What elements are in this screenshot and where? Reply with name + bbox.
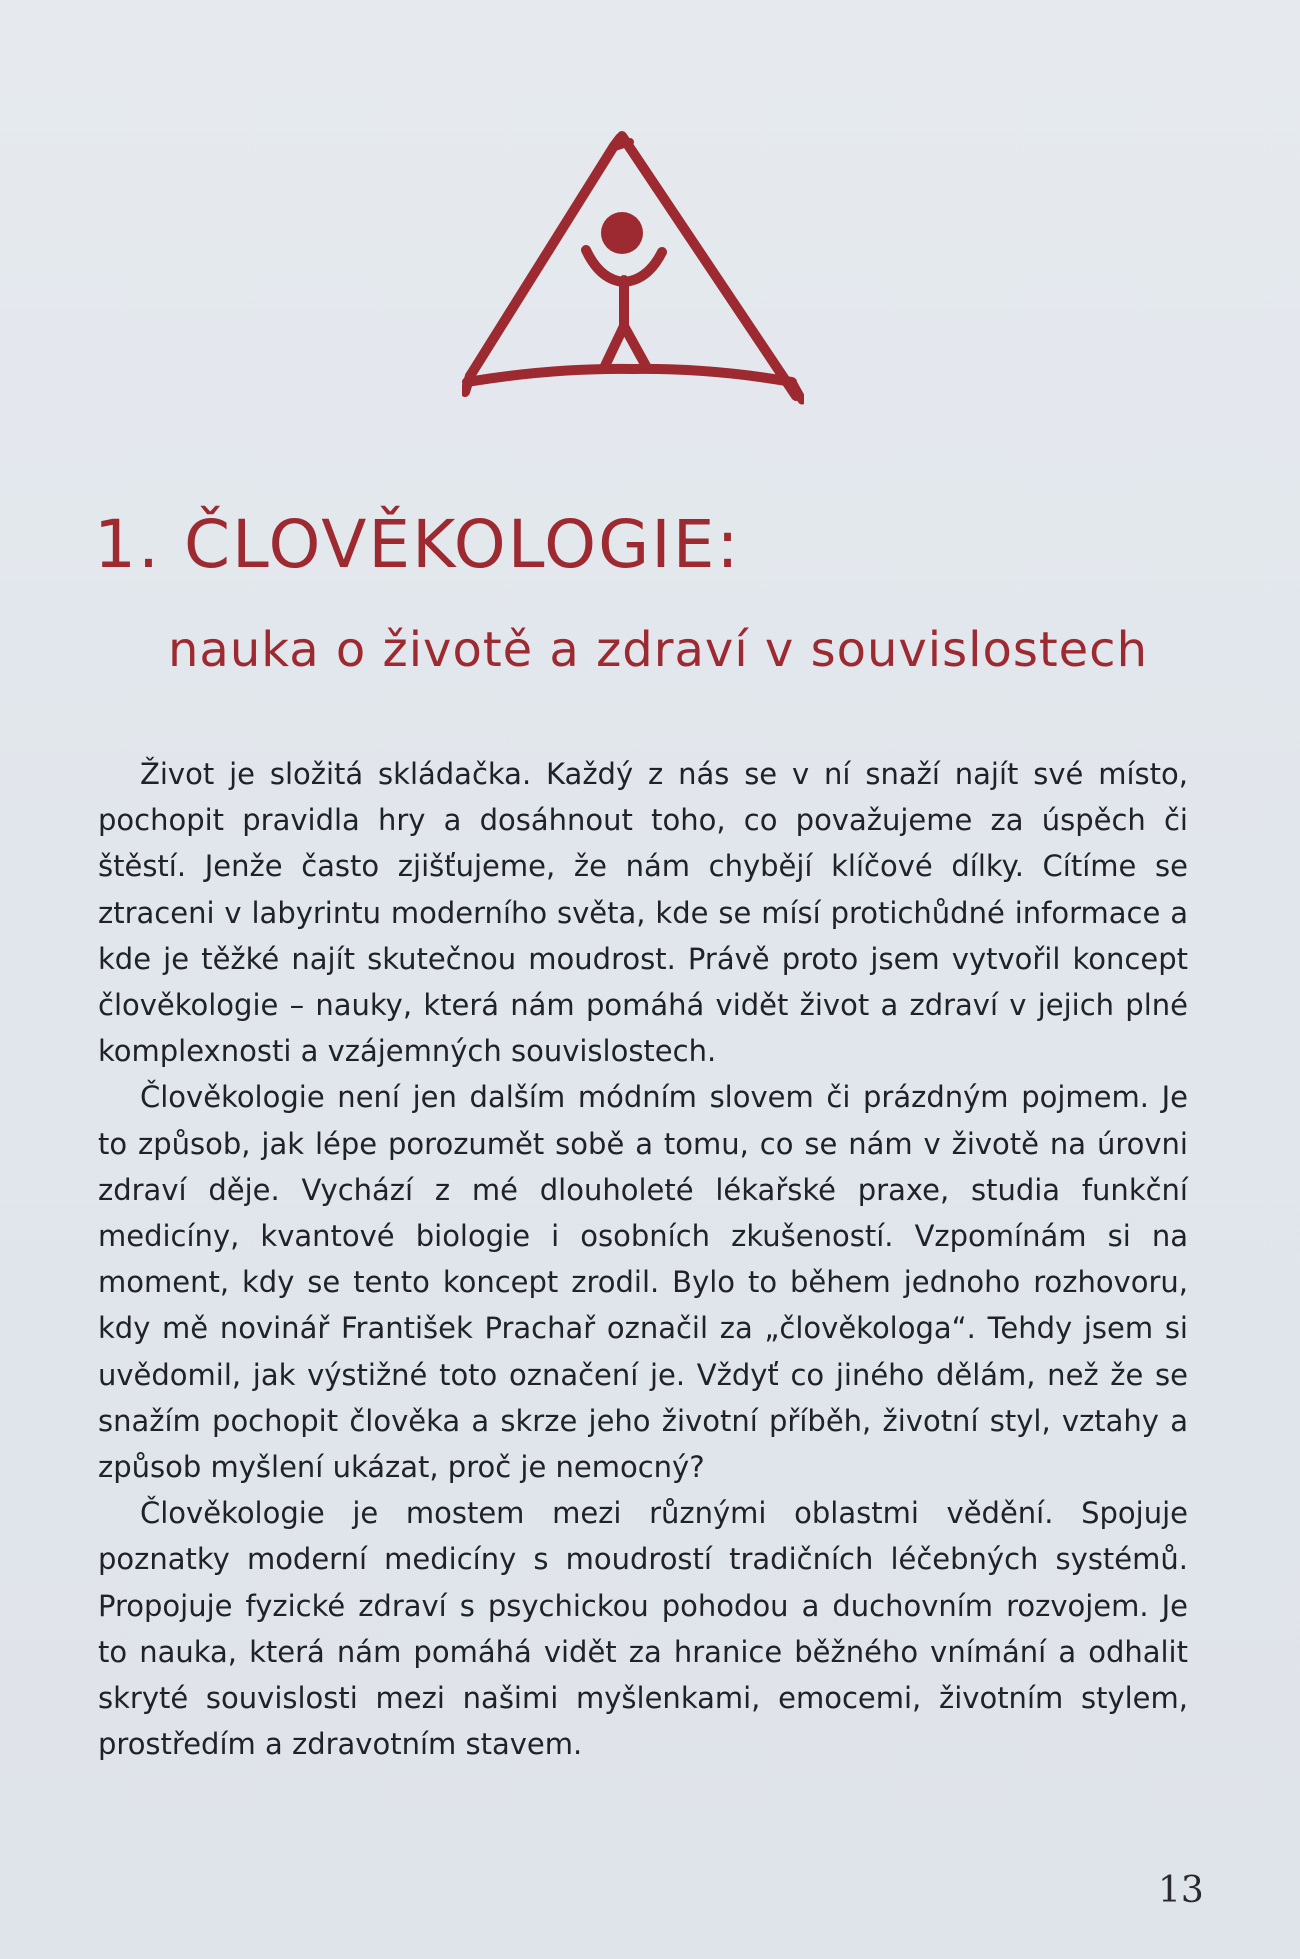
warning-triangle-human-figure-icon [462, 130, 804, 412]
chapter-body [98, 751, 1188, 1767]
paragraph: Člověkologie není jen dalším módním slovem či prázdným pojmem. Je to způsob, jak lépe porozumět sobě a tomu, co se nám v životě na úrovni zdraví děje. Vychází z mé dlouholeté lékařské praxe, studia funkční medicíny, kvantové biologie i osobních zkušeností. Vzpomínám si na moment, kdy se tento koncept zrodil. Bylo to během jednoho rozhovoru, kdy mě novinář František Prachař označil za „člověkologa“. Tehdy jsem si uvědomil, jak výstižné toto označení je. Vždyť co jiného dělám, než že se snažím pochopit člověka a skrze jeho životní příběh, životní styl, vztahy a způsob myšlení ukázat, proč je nemocný? [98, 1080, 1188, 1485]
paragraph: Člověkologie je mostem mezi různými oblastmi vědění. Spojuje poznatky moderní medicíny s moudrostí tradičních léčebných systémů. Propojuje fyzické zdraví s psychickou pohodou a duchovním rozvojem. Je to nauka, která nám pomáhá vidět za hranice běžného vnímání a odhalit skryté souvislosti mezi našimi myšlenkami, emocemi, životním stylem, prostředím a zdravotním stavem. [98, 1496, 1188, 1762]
paragraph: Život je složitá skládačka. Každý z nás se v ní snaží najít své místo, pochopit pravidla hry a dosáhnout toho, co považujeme za úspěch či štěstí. Jenže často zjišťujeme, že nám chybějí klíčové dílky. Cítíme se ztraceni v labyrintu moderního světa, kde se mísí protichůdné informace a kde je těžké najít skutečnou moudrost. Právě proto jsem vytvořil koncept člověkologie – nauky, která nám pomáhá vidět život a zdraví v jejich plné komplexnosti a vzájemných souvislostech. [98, 757, 1188, 1069]
chapter-subtitle: nauka o životě a zdraví v souvislostech [168, 622, 1148, 678]
page-number: 13 [1158, 1870, 1204, 1911]
chapter-title: 1. ČLOVĚKOLOGIE: [94, 506, 741, 583]
